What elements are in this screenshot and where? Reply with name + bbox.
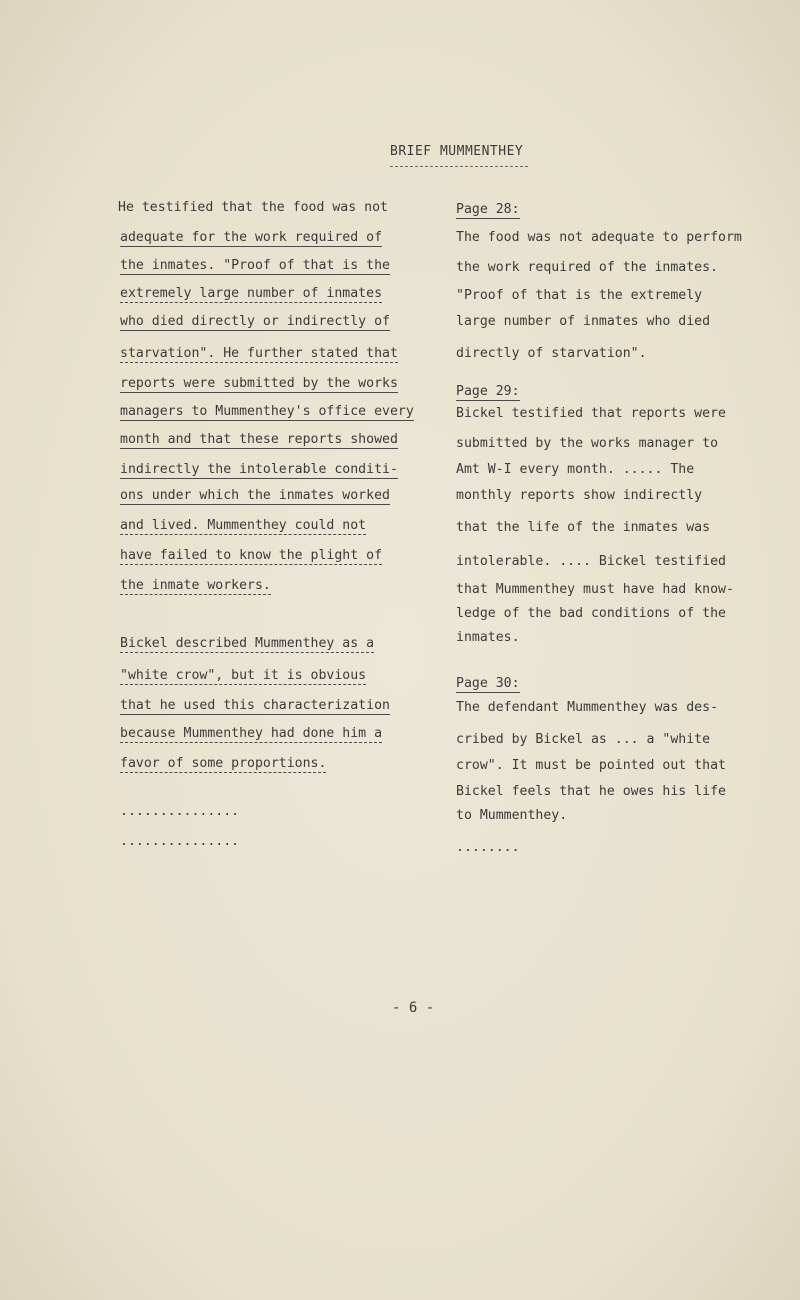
right-line-20: crow". It must be pointed out that: [456, 758, 726, 773]
right-line-8: Bickel testified that reports were: [456, 406, 726, 421]
left-line-7: reports were submitted by the works: [120, 376, 398, 391]
right-line-13: intolerable. .... Bickel testified: [456, 554, 726, 569]
right-line-16: inmates.: [456, 630, 520, 645]
right-line-21: Bickel feels that he owes his life: [456, 784, 726, 799]
right-line-11: monthly reports show indirectly: [456, 488, 703, 503]
right-line-3: the work required of the inmates.: [456, 260, 719, 275]
left-line-8: managers to Mummenthey's office every: [120, 404, 414, 419]
left-line-3: the inmates. "Proof of that is the: [120, 258, 390, 273]
left-line-11: ons under which the inmates worked: [120, 488, 390, 503]
left-line-12: and lived. Mummenthey could not: [120, 518, 367, 533]
left-line-6: starvation". He further stated that: [120, 346, 398, 361]
left-line-10: indirectly the intolerable conditi-: [120, 462, 398, 477]
left-line-5: who died directly or indirectly of: [120, 314, 390, 329]
left-line-13: have failed to know the plight of: [120, 548, 383, 563]
left-line-9: month and that these reports showed: [120, 432, 398, 447]
right-line-5: large number of inmates who died: [456, 314, 711, 329]
left-line-14: the inmate workers.: [120, 578, 271, 593]
right-line-10: Amt W-I every month. ..... The: [456, 462, 695, 477]
title-underline: [390, 166, 528, 167]
left-line-4: extremely large number of inmates: [120, 286, 383, 301]
document-title: BRIEF MUMMENTHEY: [390, 144, 524, 159]
left-line-1: He testified that the food was not: [118, 200, 388, 215]
right-dot-leader: ........: [456, 840, 520, 855]
left-line-15: Bickel described Mummenthey as a: [120, 636, 375, 651]
right-line-2: The food was not adequate to perform: [456, 230, 742, 245]
right-line-12: that the life of the inmates was: [456, 520, 711, 535]
page-30-heading: Page 30:: [456, 676, 520, 691]
left-line-18: because Mummenthey had done him a: [120, 726, 383, 741]
right-line-19: cribed by Bickel as ... a "white: [456, 732, 711, 747]
left-line-17: that he used this characterization: [120, 698, 390, 713]
page-number: - 6 -: [392, 1000, 435, 1016]
left-line-16: "white crow", but it is obvious: [120, 668, 367, 683]
left-line-2: adequate for the work required of: [120, 230, 383, 245]
left-dot-leader-2: ...............: [120, 834, 240, 849]
page-29-heading: Page 29:: [456, 384, 520, 399]
left-line-19: favor of some proportions.: [120, 756, 327, 771]
right-line-4: "Proof of that is the extremely: [456, 288, 703, 303]
left-dot-leader-1: ...............: [120, 804, 240, 819]
right-line-18: The defendant Mummenthey was des-: [456, 700, 719, 715]
right-line-6: directly of starvation".: [456, 346, 647, 361]
right-line-15: ledge of the bad conditions of the: [456, 606, 726, 621]
right-line-14: that Mummenthey must have had know-: [456, 582, 734, 597]
right-line-22: to Mummenthey.: [456, 808, 568, 823]
page-28-heading: Page 28:: [456, 202, 520, 217]
right-line-9: submitted by the works manager to: [456, 436, 719, 451]
